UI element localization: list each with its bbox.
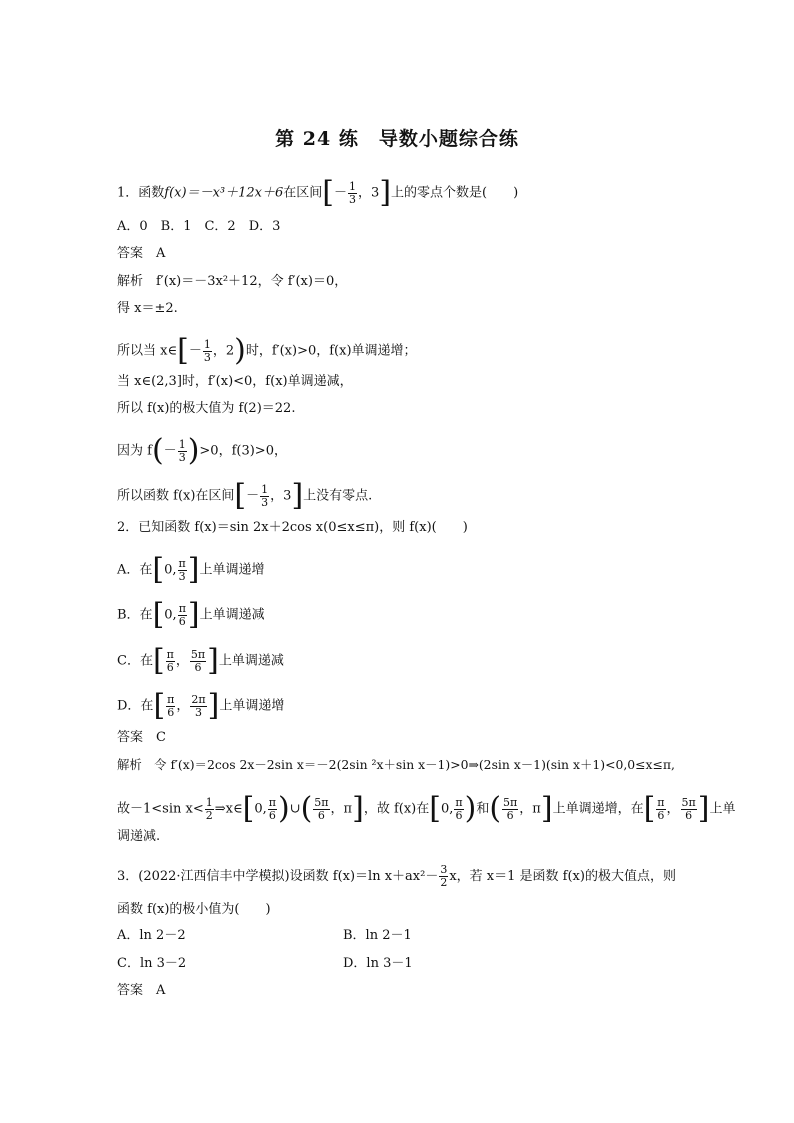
page-title: 第 24 练 导数小题综合练 [275,128,519,150]
q1-solution-line: 所以函数 f(x)在区间[－ $\frac{1}{3}$ ，3]上没有零点. [117,478,373,513]
q2-option-a: A．在[0, $\frac{\pi}{3}$ ]上单调递增 [117,552,265,587]
q3-option-b: B．ln 2－1 [343,928,412,943]
q2-solution-line: 解析 令 f′(x)＝2cos 2x－2sin x＝－2(2sin ²x＋sin x－1)>0⇒(2sin x－1)(sin x＋1)<0,0≤x≤π, [117,757,675,772]
q2-option-c: C．在[ $\frac{\pi}{6}$ ， $\frac{5\pi}{6}$ ]上单调递减 [117,643,284,678]
q2-stem: 2．已知函数 f(x)＝sin 2x＋2cos x(0≤x≤π)，则 f(x)( ) [117,520,468,535]
q3-answer: 答案 A [117,983,166,998]
q1-options: A．0 B．1 C．2 D．3 [117,219,281,234]
q2-answer: 答案 C [117,730,166,745]
q2-option-d: D．在[ $\frac{\pi}{6}$ ， $\frac{2\pi}{3}$ ]上单调递增 [117,688,285,723]
q3-stem: 函数 f(x)的极小值为( ) [117,902,271,917]
q3-option-c: C．ln 3－2 [117,956,187,971]
q2-option-b: B．在[0, $\frac{\pi}{6}$ ]上单调递减 [117,597,265,632]
q1-solution-line: 解析 f′(x)＝－3x²＋12，令 f′(x)＝0， [117,274,348,289]
q3-option-a: A．ln 2－2 [117,928,186,943]
q1-solution-line: 所以 f(x)的极大值为 f(2)＝22. [117,401,296,416]
q1-solution-line: 得 x＝±2. [117,301,178,316]
q1-solution-line: 所以当 x∈[－ $\frac{1}{3}$ ，2)时，f′(x)>0，f(x)单调递增； [117,333,417,368]
q2-solution-line: 故－1<sin x< $\frac{1}{2}$ ⇒x∈[0, $\frac{\pi}{6}$ )∪( $\frac{5\pi}{6}$ ，π]，故 f(x)在[0, $\frac{\pi}{6}$ )和( $\frac{5\pi}{6}$ ，π]上单调递增，在[ $\frac{\pi}{6}$ ， $\frac{5\pi}{6}$ ]上单 [117,791,736,826]
fraction: $\frac{1}{3}$ [349,179,357,206]
q3-stem: 3．(2022·江西信丰中学模拟)设函数 f(x)＝ln x＋ax²－ $\frac{3}{2}$ x，若 x＝1 是函数 f(x)的极大值点，则 [117,863,676,889]
q1-solution-line: 因为 f(－ $\frac{1}{3}$ )>0，f(3)>0， [117,433,287,468]
q3-option-d: D．ln 3－1 [343,956,413,971]
q1-solution-line: 当 x∈(2,3]时，f′(x)<0，f(x)单调递减， [117,374,353,389]
q1-answer: 答案 A [117,246,166,261]
q1-stem: 1．函数f(x)＝－x³＋12x＋6在区间[－ $\frac{1}{3}$ ，3]上的零点个数是( ) [117,175,519,210]
q2-solution-line: 调递减. [117,829,161,844]
